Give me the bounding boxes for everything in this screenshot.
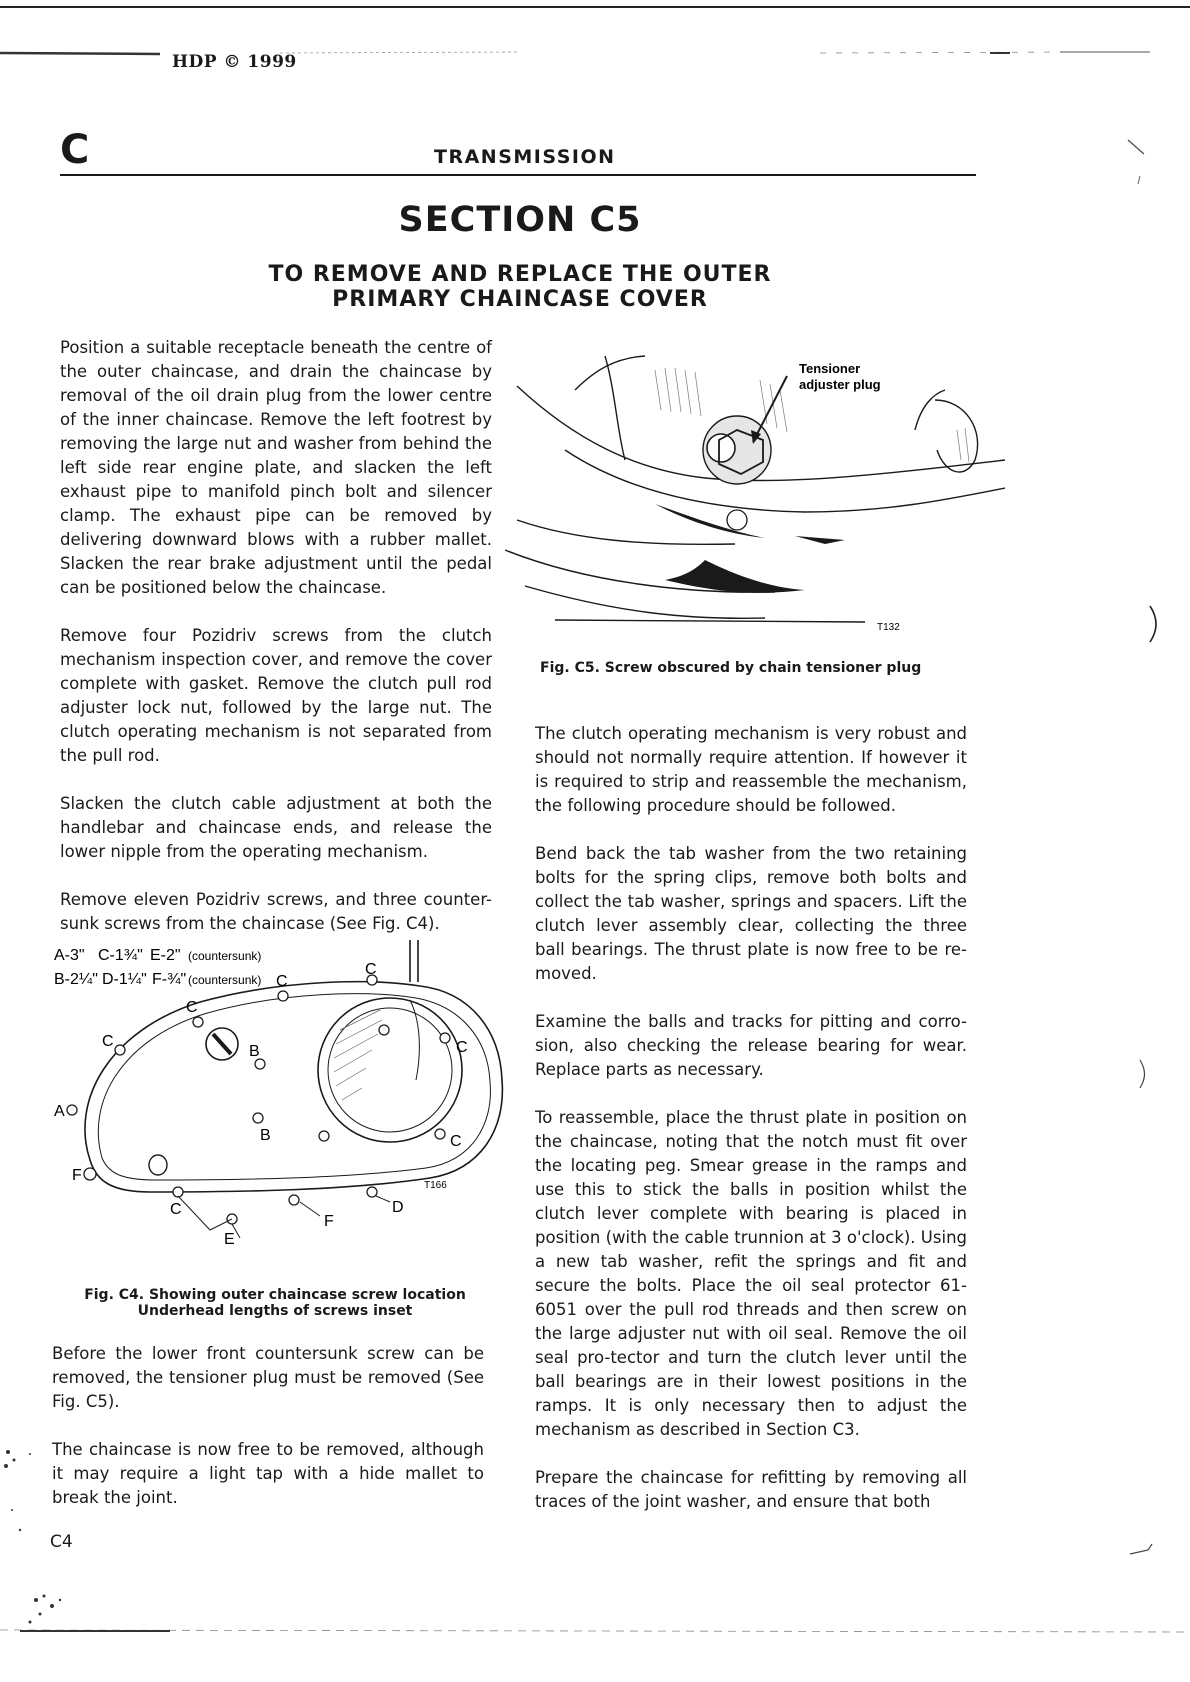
right-column [535,722,967,1514]
legend-d: D-1¼" [102,971,147,988]
label-f-bottom: F [324,1213,334,1230]
inspection-plug-slot [213,1034,231,1054]
running-title: TRANSMISSION [434,146,616,168]
paragraph-tensioner-plug: Before the lower front countersunk screw can be removed, the tensioner plug must be removed (See Fig. C5). [52,1344,484,1411]
fig-c4-ref: T166 [424,1180,447,1191]
clutch-hatching [334,1010,382,1100]
fig-c4-caption-line-2: Underhead lengths of screws inset [137,1303,413,1319]
label-c-upper: C [276,973,288,990]
label-c-lower-right: C [450,1133,462,1150]
label-c-left: C [102,1033,114,1050]
label-f-left: F [72,1167,82,1184]
header-rule [60,174,976,176]
legend-e: E-2" [150,947,181,964]
paragraph-drain-chaincase: Position a suitable receptacle beneath the centre of the outer chaincase, and drain the chaincase by removal of the oil drain plug from the lower centre of the inner chaincase. Remove the left footrest by removing the large nut and washer from behind the left side rear engine plate, and slacken the left exhaust pipe to manifold pinch bolt and silencer clamp. The exhaust pipe can be removed by delivering downward blows with a rubber mallet. Slacken the rear brake adjustment until the pedal can be positioned below the chaincase. [60,338,492,597]
page-number: C4 [50,1532,73,1552]
fig-c4-caption [60,1287,490,1319]
legend-c: C-1¾" [98,947,143,964]
paragraph-reassemble: To reassemble, place the thrust plate in position on the chaincase, noting that the notch must fit over the locating peg. Smear grease in the ramps and use this to stick the balls in position whilst the clutch lever complete with bearing is placed in position (with the cable trunnion at 3 o'clock). Using a new tab washer, refit the springs and fit and secure the bolts. Place the oil seal protector 61-6051 over the pull rod threads and then screw on the large adjuster nut with oil seal. Remove the oil seal pro-tector and turn the clutch lever until the ball bearings are in their lowest positions in the ramps. It is only necessary then to adjust the mechanism as described in Section C3. [535,1108,967,1439]
paragraph-tab-washer: Bend back the tab washer from the two retaining bolts for the spring clips, remove both bolts and collect the tab washer, springs and spacers. Lift the clutch lever assembly clear, collecting the three ball bearings. The thrust plate is now free to be re-moved. [535,844,967,983]
chain-shadow-lower [665,560,805,593]
section-title: SECTION C5 [398,200,642,240]
label-c-clutch: C [365,961,377,978]
paragraph-examine-balls: Examine the balls and tracks for pitting and corro-sion, also checking the release bearing for wear. Replace parts as necessary. [535,1012,967,1079]
paragraph-remove-chaincase: The chaincase is now free to be removed, although it may require a light tap with a hide mallet to break the joint. [52,1440,484,1507]
paragraph-mechanism-robust: The clutch operating mechanism is very robust and should not normally require attention. If however it is required to strip and reassemble the mechanism, the following procedure should be followed. [535,724,967,815]
screw-heads [67,975,450,1224]
legend-b: B-2¼" [54,971,98,988]
legend-a: A-3" [54,947,85,964]
paragraph-remove-screws: Remove eleven Pozidriv screws, and three counter-sunk screws from the chaincase (See Fig. C4). [60,890,492,933]
section-subtitle [200,262,840,312]
fig-c5-caption: Fig. C5. Screw obscured by chain tensioner plug [540,660,922,676]
subtitle-line-2: PRIMARY CHAINCASE COVER [332,287,708,312]
figure-c4-chaincase-diagram [50,940,520,1270]
chaincase-outline [85,940,502,1192]
bottom-scan-noise [0,1400,1190,1682]
label-c-bottom: C [170,1201,182,1218]
section-letter: C [60,127,90,173]
chain-shadow-mark [795,536,845,544]
tensioner-label-line-2: adjuster plug [799,377,881,392]
label-b-lower: B [260,1127,271,1144]
label-b-upper: B [249,1043,260,1060]
paragraph-inspection-cover: Remove four Pozidriv screws from the clutch mechanism inspection cover, and remove the cover complete with gasket. Remove the clutch pull rod adjuster lock nut, followed by the large nut. The clutch operating mechanism is not separated from the pull rod. [60,626,492,765]
drain-plug [149,1155,167,1175]
legend-countersunk-2: (countersunk) [188,973,262,987]
tensioner-plug [703,416,771,530]
fig-c5-ref: T132 [877,622,900,633]
label-c-top: C [186,999,198,1016]
label-e: E [224,1231,235,1248]
legend-f: F-¾" [152,971,187,988]
page-top-border [0,6,1190,8]
label-c-right: C [456,1039,468,1056]
leader-lines [178,1196,390,1238]
paragraph-clutch-cable: Slacken the clutch cable adjustment at both the handlebar and chaincase ends, and release the lower nipple from the operating mechanism. [60,794,492,861]
paragraph-prepare-refit: Prepare the chaincase for refitting by removing all traces of the joint washer, and ensure that both [535,1468,967,1511]
screw-labels [54,961,468,1248]
figure-c5-tensioner-diagram [505,350,1005,640]
label-d: D [392,1199,404,1216]
label-a: A [54,1103,65,1120]
tensioner-label-line-1: Tensioner [799,361,861,376]
copyright-stamp: HDP © 1999 [172,52,297,72]
left-column-top [60,336,492,936]
subtitle-line-1: TO REMOVE AND REPLACE THE OUTER [268,262,772,287]
fig-c4-caption-line-1: Fig. C4. Showing outer chaincase screw location [84,1287,466,1303]
legend-countersunk-1: (countersunk) [188,949,262,963]
